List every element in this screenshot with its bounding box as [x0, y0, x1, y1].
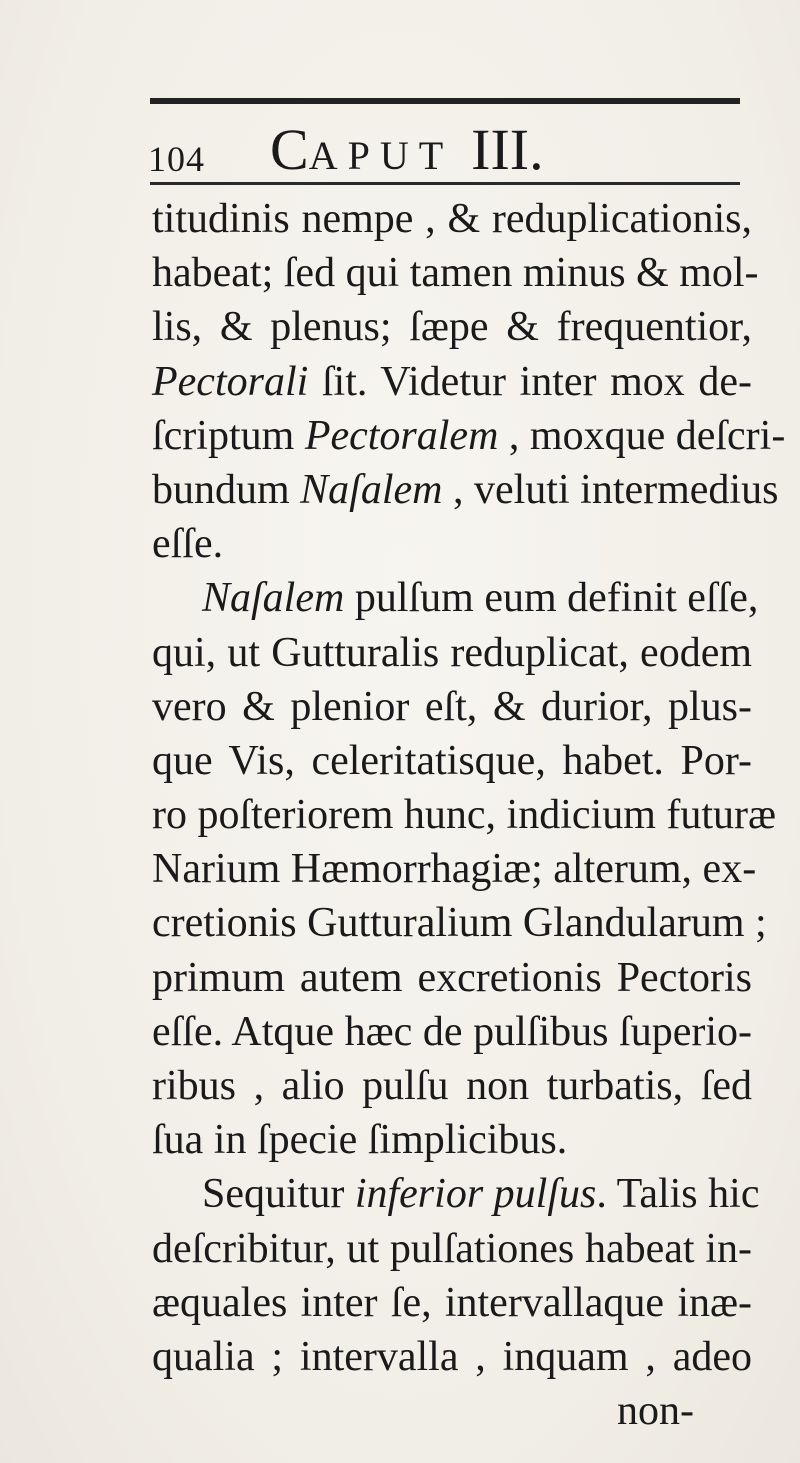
text-line: titudinis nempe , & reduplicationis,: [152, 196, 752, 242]
text-line: Pectorali ſit. Videtur inter mox de-: [152, 358, 752, 405]
text-line: vero & plenior eſt, & durior, plus-: [152, 683, 752, 730]
body-text: [152, 192, 786, 1438]
paragraph-start-line: Sequitur inferior pulſus. Talis hic: [202, 1171, 760, 1218]
title-rest: APUT: [308, 133, 454, 178]
text-line: ro poſteriorem hunc, indicium futuræ: [152, 792, 777, 839]
text-line: æquales inter ſe, intervallaque inæ-: [152, 1279, 752, 1326]
running-header: [148, 112, 748, 182]
text-line: ribus , alio pulſu non turbatis, ſed: [152, 1063, 752, 1109]
text-line: eſſe. Atque hæc de pulſibus ſuperio-: [152, 1008, 752, 1055]
text-line: ſua in ſpecie ſimplicibus.: [152, 1117, 568, 1164]
text-line: bundum Naſalem , veluti intermedius: [152, 466, 779, 513]
text-line: deſcribitur, ut pulſationes habeat in-: [152, 1225, 752, 1272]
text-line: qualia ; intervalla , inquam , adeo: [152, 1333, 752, 1380]
page-number: 104: [148, 139, 205, 179]
catchword: non-: [617, 1388, 694, 1435]
text-line: qui, ut Gutturalis reduplicat, eodem: [152, 629, 752, 676]
running-title: [270, 116, 544, 183]
chapter-number: III.: [471, 117, 544, 182]
text-line: lis, & plenus; ſæpe & frequentior,: [152, 304, 752, 351]
header-rule-bottom: [150, 182, 740, 185]
text-line: eſſe.: [152, 521, 224, 568]
text-line: que Vis, celeritatisque, habet. Por-: [152, 737, 752, 784]
text-line: Narium Hæmorrhagiæ; alterum, ex-: [152, 846, 757, 893]
text-line: primum autem excretionis Pectoris: [152, 954, 752, 1001]
title-initial: C: [270, 117, 309, 182]
paragraph-start-line: Naſalem pulſum eum definit eſſe,: [202, 575, 759, 622]
text-line: cretionis Gutturalium Glandularum ;: [152, 900, 767, 947]
text-line: habeat; ſed qui tamen minus & mol-: [152, 250, 759, 297]
text-line: ſcriptum Pectoralem , moxque deſcri-: [152, 412, 786, 459]
header-rule-top: [150, 98, 740, 104]
